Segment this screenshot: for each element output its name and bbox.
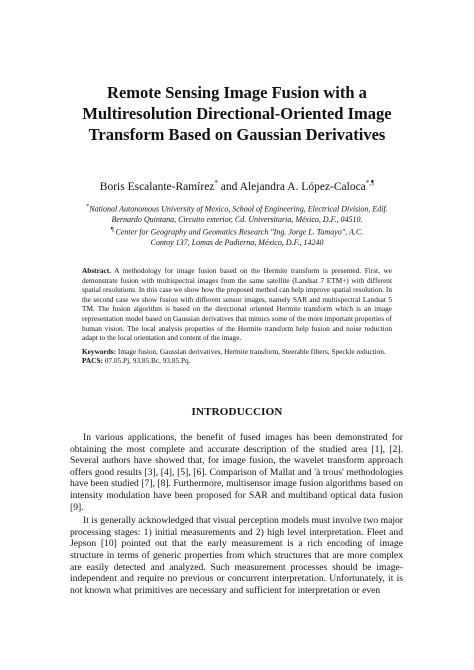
body-paragraph-2: It is generally acknowledged that visual perception models must involve two major processing stages: 1) initial measurements and 2) high level interpretation. Fleet and Jepson [10] pointed out that the early measurement is a rich encoding of image structure in terms of generic properties from which structures that are more complex are easily detected and analyzed. Such measurement processes should be image-independent and require no previous or concurrent interpretation. Unfortunately, it is not known what primitives are necessary and sufficient for interpretation or even (70, 515, 403, 596)
keywords-label: Keywords: (82, 346, 117, 356)
abstract-block (82, 266, 392, 366)
pacs-line (82, 356, 392, 366)
title-line-1: Remote Sensing Image Fusion with a (107, 83, 367, 102)
affiliation-1-line-1: *National Autonomous University of Mexico, School of Engineering, Electrical Division, Edif. (86, 204, 388, 214)
abstract-label: Abstract. (82, 266, 111, 275)
affiliation-2-line-2: Contoy 137, Lomas de Padierna, México, D.F., 14240 (150, 237, 324, 247)
keywords-line (82, 347, 392, 357)
author-1-name: Boris Escalante-Ramírez (99, 180, 215, 193)
body-paragraph-1: In various applications, the benefit of fused images has been demonstrated for obtaining the most complete and accurate description of the studied area [1], [2]. Several authors have showed that, for image fusion, the wavelet transform approach offers good results [3], [4], [5], [6]. Comparison of Mallat and 'à trous' methodologies have been studied [7], [8]. Furthermore, multisensor image fusion algorithms based on intensity modulation have been proposed for SAR and multiband optical data fusion [9]. (70, 432, 403, 513)
abstract-paragraph (82, 266, 392, 343)
section-heading: INTRODUCCION (191, 406, 283, 418)
author-2-name: Alejandra A. López-Caloca (239, 180, 366, 193)
body-text (70, 432, 403, 596)
pacs-label: PACS: (82, 356, 103, 366)
author-join: and (217, 180, 240, 193)
author-list (40, 176, 434, 194)
affiliation-1-line-2: Bernardo Quintana, Circuito exterior, Cd. Universitaria, México, D.F., 04510. (111, 214, 363, 224)
keywords-text: Image fusion, Gaussian derivatives, Hermite transform, Steerable filters, Speckle reduction. (116, 346, 386, 356)
author-1-mark: * (214, 179, 218, 187)
title-line-3: Transform Based on Gaussian Derivatives (88, 125, 386, 144)
pacs-text: 07.05.Pj, 93.85.Bc, 93.85.Pq. (102, 356, 191, 366)
author-2-mark: *,¶ (365, 179, 375, 187)
title-line-2: Multiresolution Directional-Oriented Image (82, 104, 392, 123)
affiliations (60, 202, 414, 248)
abstract-text: A methodology for image fusion based on the Hermite transform is presented. First, we demonstrate fusion with multispectral images from the same satellite (Landsat 7 ETM+) with different spatial resolutions. In this case we show how the proposed method can help improve spatial resolution. In the second case we show fusion with different sensor images, namely SAR and multispectral Landsat 5 TM. The fusion algorithm is based on the directional oriented Hermite transform which is an image representation model based on Gaussian derivatives that mimics some of the more important properties of human vision. The local analysis properties of the Hermite transform help fusion and noise reduction adapt to the local orientation and content of the image. (82, 266, 392, 343)
affiliation-1-mark: * (86, 204, 90, 210)
affiliation-2-line-1: ¶ Center for Geography and Geomatics Research "Ing. Jorge L. Tamayo", A.C. (110, 227, 364, 237)
paper-title (60, 82, 414, 145)
affiliation-2-mark: ¶ (110, 227, 114, 234)
